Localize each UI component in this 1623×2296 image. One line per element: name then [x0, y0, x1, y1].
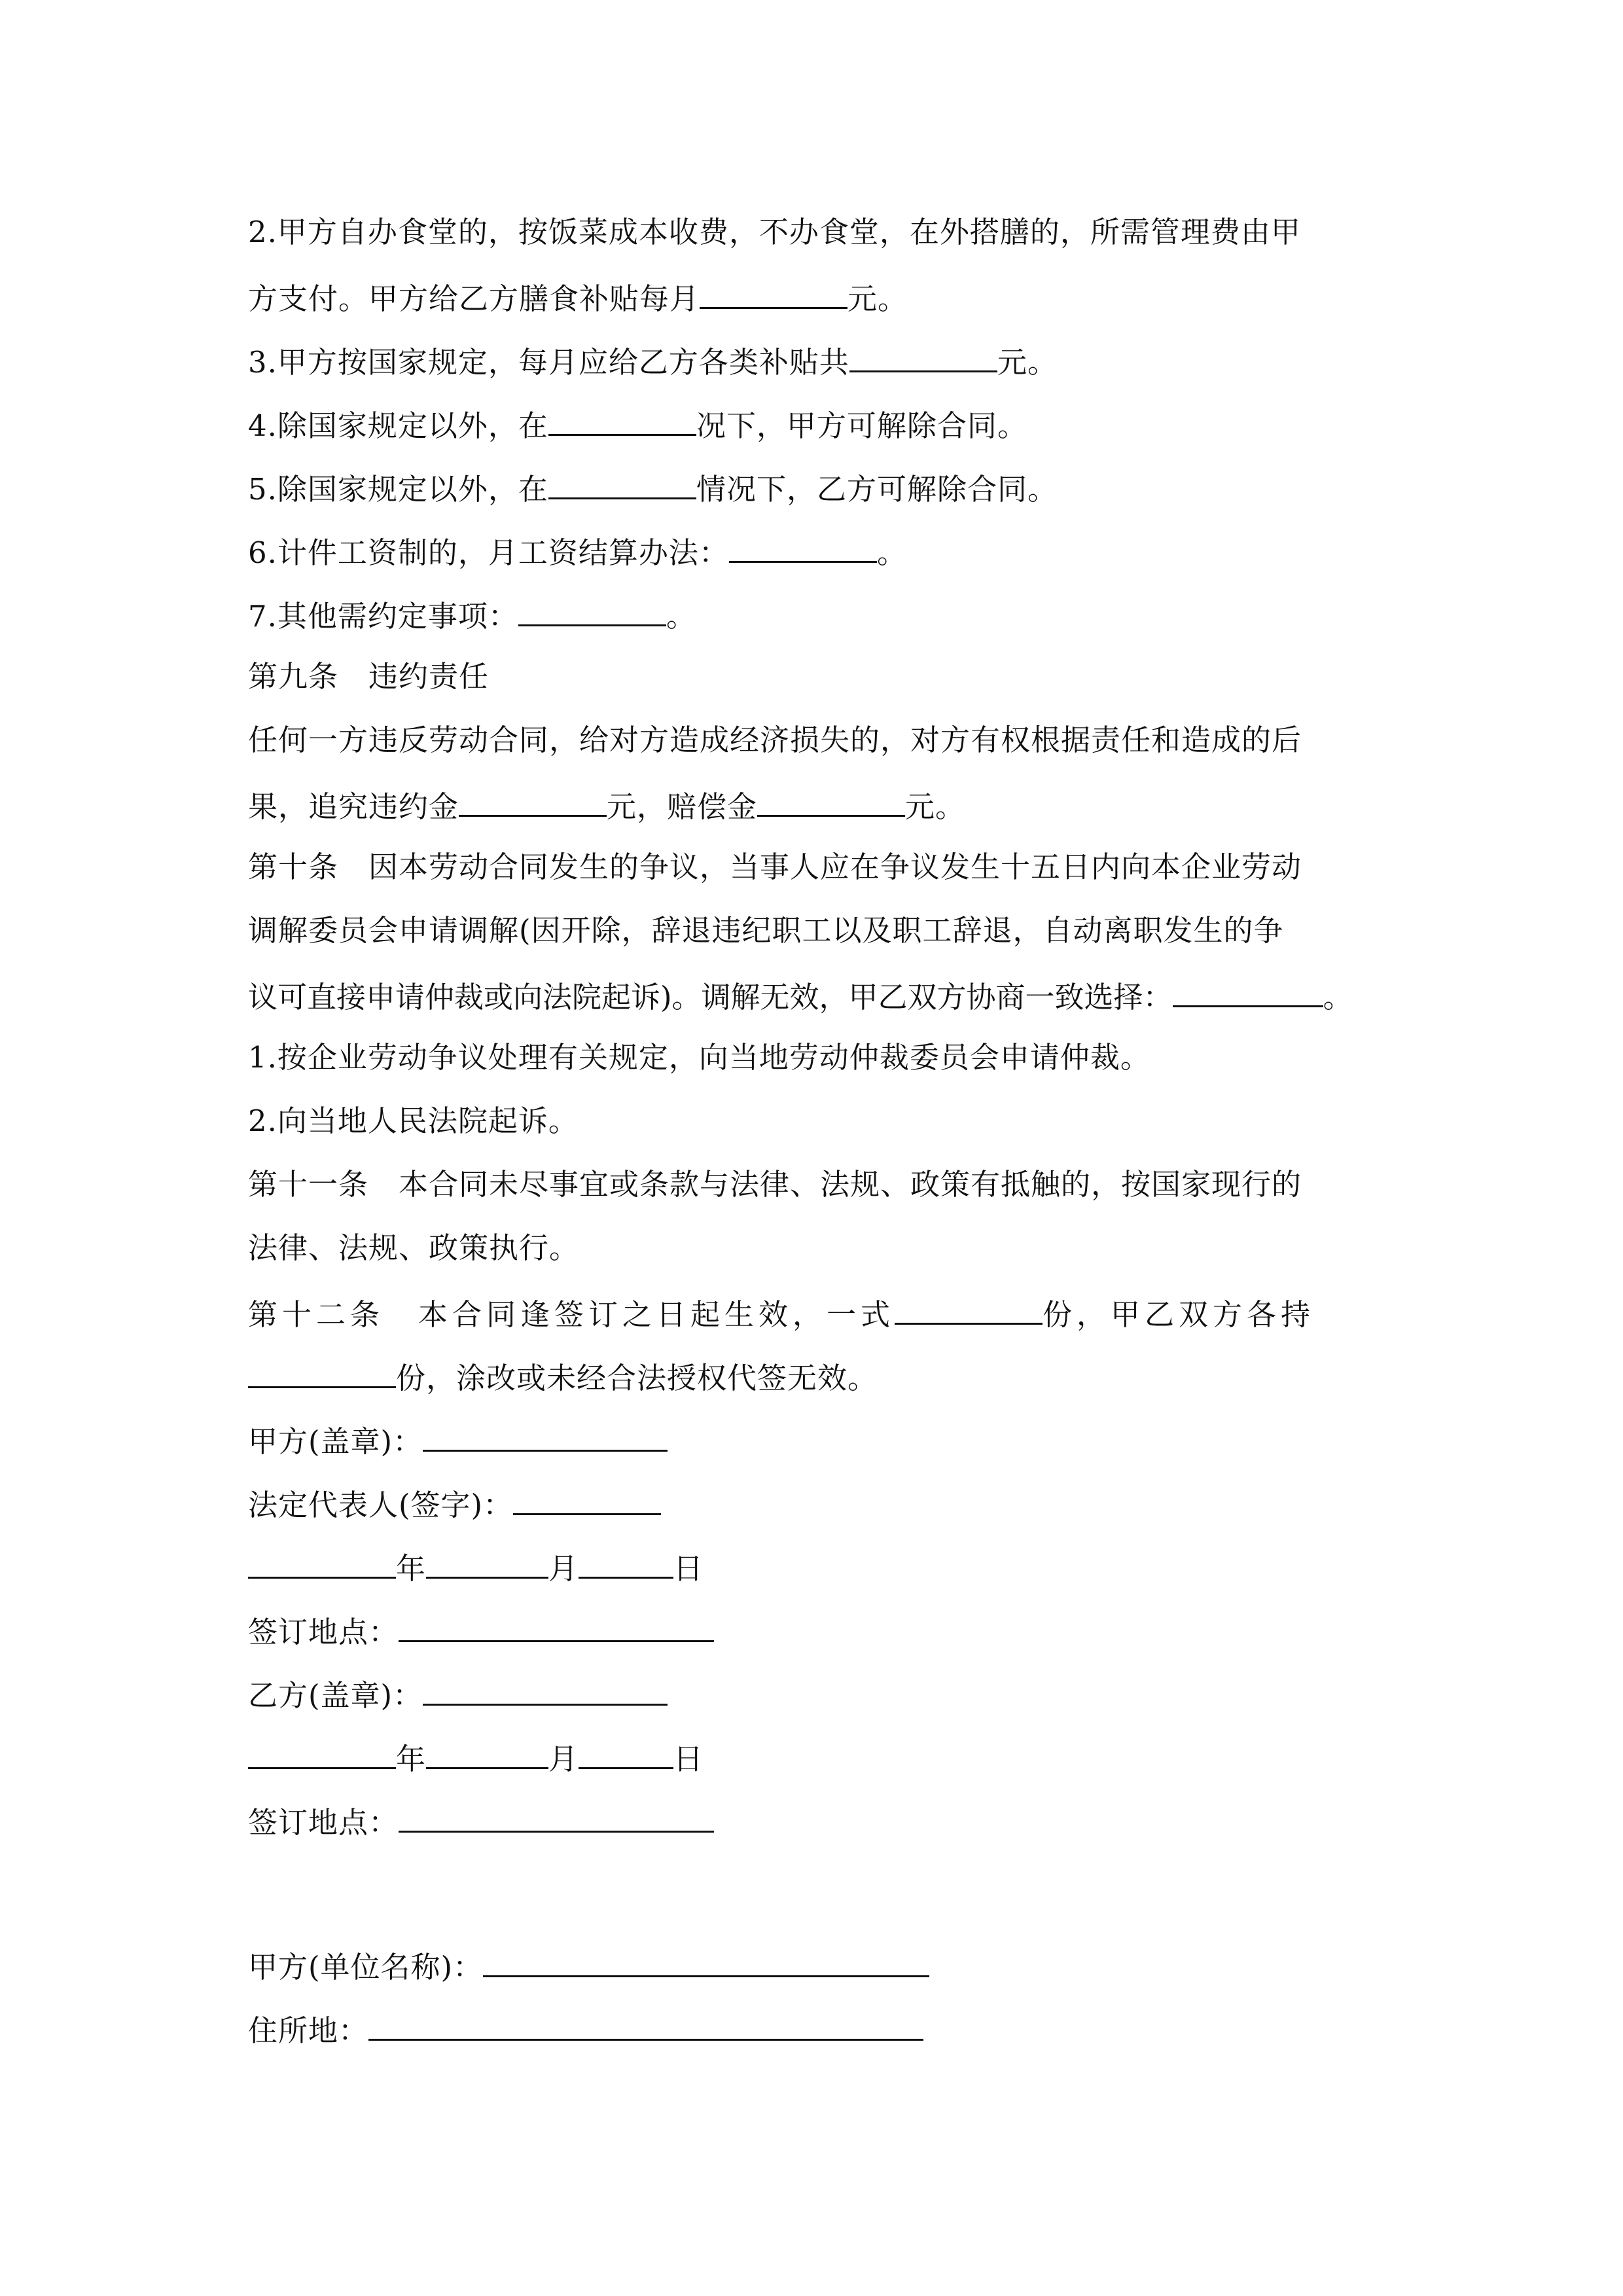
fill-in-blank[interactable] — [459, 781, 607, 817]
text: 第十一条 本合同未尽事宜或条款与法律、法规、政策有抵触的，按国家现行的 — [248, 1167, 1302, 1202]
text: 情况下，乙方可解除合同。 — [696, 472, 1058, 507]
text: 况下，甲方可解除合同。 — [696, 408, 1027, 443]
year-field[interactable] — [248, 1543, 396, 1579]
text: 。 — [666, 599, 696, 634]
text: 2.甲方自办食堂的，按饭菜成本收费，不办食堂，在外搭膳的，所需管理费由甲 — [248, 215, 1301, 249]
text: 元。 — [847, 281, 908, 316]
clause-line — [248, 1289, 1315, 1335]
clause-line — [248, 1225, 579, 1271]
clause-line — [248, 527, 907, 573]
date-line — [248, 1543, 704, 1588]
year-field[interactable] — [248, 1733, 396, 1769]
text: 。 — [876, 535, 907, 570]
signing-place-label: 签订地点： — [248, 1805, 399, 1840]
clause-line — [248, 781, 965, 827]
party-b-seal-label: 乙方(盖章)： — [248, 1678, 423, 1713]
fill-in-blank[interactable] — [700, 273, 847, 309]
clause-line — [248, 336, 1058, 382]
text: 3.甲方按国家规定，每月应给乙方各类补贴共 — [248, 345, 849, 380]
legal-rep-label: 法定代表人(签字)： — [248, 1488, 514, 1522]
month-label: 月 — [548, 1742, 579, 1776]
clause-line — [248, 844, 1302, 890]
fill-in-blank[interactable] — [1173, 971, 1323, 1007]
month-field[interactable] — [426, 1543, 548, 1579]
signature-line — [248, 1670, 668, 1715]
text: 果，追究违约金 — [248, 789, 459, 824]
signature-line — [248, 1416, 668, 1462]
text: 。 — [1323, 980, 1353, 1014]
article-heading — [248, 654, 489, 700]
month-field[interactable] — [426, 1733, 548, 1769]
signing-place-label: 签订地点： — [248, 1615, 399, 1649]
clause-line — [248, 463, 1058, 509]
clause-line — [248, 1098, 579, 1144]
party-a-name-field[interactable] — [483, 1941, 929, 1977]
clause-line — [248, 209, 1301, 255]
clause-line — [248, 590, 696, 636]
text: 7.其他需约定事项： — [248, 599, 518, 634]
text: 元，赔偿金 — [607, 789, 758, 824]
text: 元。 — [905, 789, 966, 824]
year-label: 年 — [396, 1742, 427, 1776]
clause-line — [248, 1162, 1302, 1208]
text: 5.除国家规定以外，在 — [248, 472, 548, 507]
text: 6.计件工资制的，月工资结算办法： — [248, 535, 729, 570]
text: 第十二条 本合同逢签订之日起生效，一式 — [248, 1297, 895, 1332]
text: 4.除国家规定以外，在 — [248, 408, 548, 443]
text: 第九条 违约责任 — [248, 659, 490, 694]
text: 法律、法规、政策执行。 — [248, 1230, 580, 1265]
text: 方支付。甲方给乙方膳食补贴每月 — [248, 281, 700, 316]
date-line — [248, 1733, 704, 1779]
text: 1.按企业劳动争议处理有关规定，向当地劳动仲裁委员会申请仲裁。 — [248, 1040, 1150, 1075]
day-label: 日 — [673, 1551, 704, 1586]
text: 议可直接申请仲裁或向法院起诉)。调解无效，甲乙双方协商一致选择： — [248, 980, 1173, 1014]
signature-line — [248, 1479, 661, 1525]
text: 第十条 因本劳动合同发生的争议，当事人应在争议发生十五日内向本企业劳动 — [248, 850, 1302, 884]
fill-in-blank[interactable] — [849, 336, 997, 372]
fill-in-blank[interactable] — [757, 781, 905, 817]
clause-line — [248, 908, 1284, 954]
text: 调解委员会申请调解(因开除，辞退违纪职工以及职工辞退，自动离职发生的争 — [248, 913, 1284, 948]
text: 元。 — [997, 345, 1058, 380]
day-label: 日 — [673, 1742, 704, 1776]
text: 份，涂改或未经合法授权代签无效。 — [396, 1361, 878, 1395]
signature-line — [248, 1941, 929, 1987]
clause-line — [248, 971, 1353, 1017]
text: 任何一方违反劳动合同，给对方造成经济损失的，对方有权根据责任和造成的后 — [248, 723, 1302, 757]
clause-line — [248, 1035, 1150, 1081]
legal-rep-signature-field[interactable] — [513, 1479, 661, 1515]
signing-place-field[interactable] — [399, 1606, 714, 1642]
fill-in-blank[interactable] — [895, 1289, 1043, 1325]
party-b-seal-field[interactable] — [423, 1670, 668, 1706]
address-label: 住所地： — [248, 2013, 369, 2048]
party-a-seal-label: 甲方(盖章)： — [248, 1424, 423, 1459]
text: 份，甲乙双方各持 — [1043, 1297, 1315, 1332]
year-label: 年 — [396, 1551, 427, 1586]
month-label: 月 — [548, 1551, 579, 1586]
signature-line — [248, 1797, 714, 1842]
clause-line — [248, 400, 1027, 446]
fill-in-blank[interactable] — [518, 590, 666, 626]
fill-in-blank[interactable] — [548, 463, 696, 499]
signing-place-field[interactable] — [399, 1797, 714, 1833]
fill-in-blank[interactable] — [729, 527, 877, 563]
day-field[interactable] — [579, 1733, 673, 1769]
fill-in-blank[interactable] — [248, 1352, 396, 1388]
signature-line — [248, 2005, 923, 2051]
clause-line — [248, 717, 1302, 763]
clause-line — [248, 1352, 878, 1398]
address-field[interactable] — [368, 2005, 923, 2041]
party-a-name-label: 甲方(单位名称)： — [248, 1950, 484, 1984]
party-a-seal-field[interactable] — [423, 1416, 668, 1452]
text: 2.向当地人民法院起诉。 — [248, 1103, 579, 1138]
fill-in-blank[interactable] — [548, 400, 696, 436]
day-field[interactable] — [579, 1543, 673, 1579]
signature-line — [248, 1606, 714, 1652]
clause-line — [248, 273, 908, 319]
